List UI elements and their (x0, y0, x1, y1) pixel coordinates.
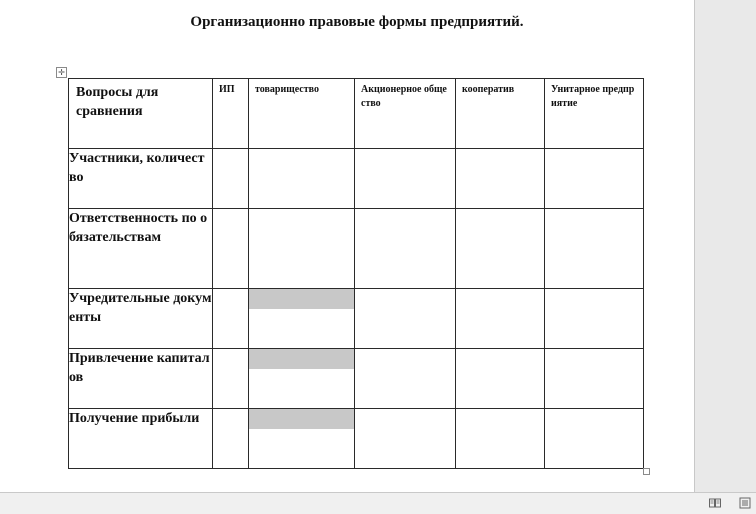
table-row (69, 409, 644, 469)
table-move-handle-icon[interactable]: ✛ (56, 67, 67, 78)
header-partnership: товарищество (249, 79, 355, 149)
row-label: Получение прибыли (69, 409, 213, 469)
book-icon[interactable] (708, 496, 722, 510)
scroll-area[interactable] (695, 0, 756, 492)
row-label: Ответственность по обязательствам (69, 209, 213, 289)
table-cell[interactable] (456, 209, 545, 289)
table-header-row (69, 79, 644, 149)
table-cell[interactable] (545, 409, 644, 469)
table-cell[interactable] (213, 349, 249, 409)
table-row (69, 149, 644, 209)
table-cell[interactable] (545, 289, 644, 349)
status-bar (0, 492, 756, 514)
row-label: Участники, количество (69, 149, 213, 209)
cell-shading (249, 349, 354, 369)
table-cell[interactable] (545, 349, 644, 409)
table-cell[interactable] (355, 349, 456, 409)
table-resize-handle[interactable] (643, 468, 650, 475)
header-unitary: Унитарное предприятие (545, 79, 644, 149)
row-label: Привлечение капиталов (69, 349, 213, 409)
table-cell[interactable] (456, 349, 545, 409)
row-label: Учредительные документы (69, 289, 213, 349)
table-cell-shaded[interactable] (249, 349, 355, 409)
header-questions: Вопросы для сравнения (69, 79, 213, 149)
table-cell[interactable] (213, 209, 249, 289)
table-cell[interactable] (545, 209, 644, 289)
table-cell-shaded[interactable] (249, 289, 355, 349)
table-cell[interactable] (249, 149, 355, 209)
table-cell[interactable] (355, 209, 456, 289)
table-cell[interactable] (355, 289, 456, 349)
table-cell[interactable] (545, 149, 644, 209)
table-cell[interactable] (213, 149, 249, 209)
table-cell-shaded[interactable] (249, 409, 355, 469)
header-joint-stock: Акционерное общество (355, 79, 456, 149)
table-cell[interactable] (355, 149, 456, 209)
table-row (69, 289, 644, 349)
table-cell[interactable] (213, 409, 249, 469)
table-cell[interactable] (456, 149, 545, 209)
lines-icon[interactable] (738, 496, 752, 510)
header-cooperative: кооператив (456, 79, 545, 149)
cell-shading (249, 409, 354, 429)
table-cell[interactable] (456, 409, 545, 469)
table-row (69, 209, 644, 289)
table-cell[interactable] (249, 209, 355, 289)
header-ip: ИП (213, 79, 249, 149)
table-cell[interactable] (456, 289, 545, 349)
cell-shading (249, 289, 354, 309)
table-cell[interactable] (213, 289, 249, 349)
document-title: Организационно правовые формы предприятий. (190, 14, 524, 30)
table-cell[interactable] (355, 409, 456, 469)
comparison-table (68, 78, 644, 469)
table-row (69, 349, 644, 409)
